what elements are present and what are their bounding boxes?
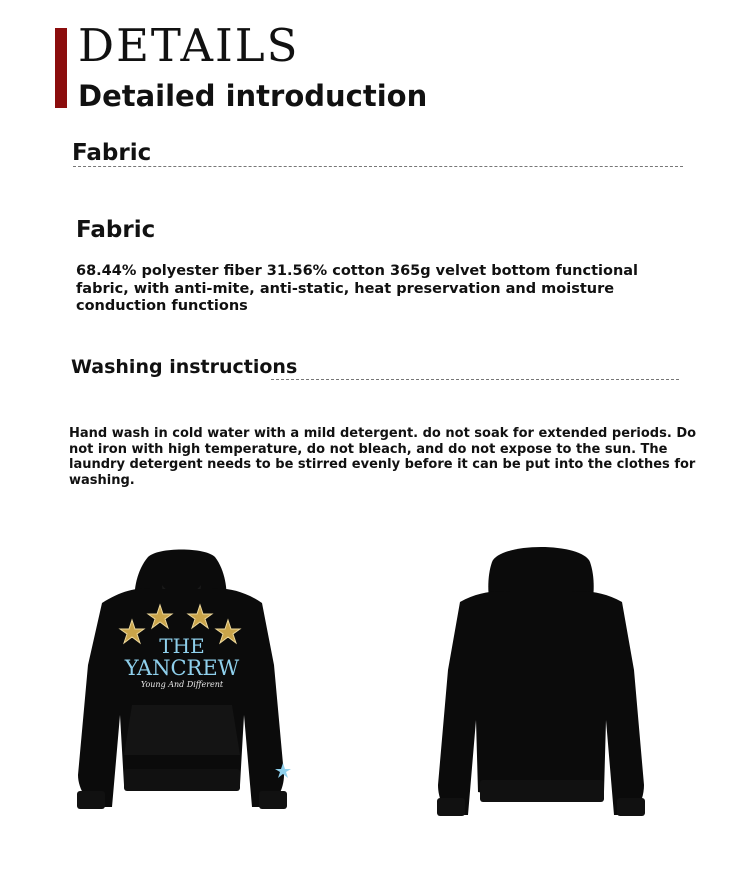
fabric-title: Fabric xyxy=(76,217,156,243)
washing-divider xyxy=(271,379,679,380)
hoodie-back-image xyxy=(432,540,652,820)
front-print-line1: THE xyxy=(159,634,205,658)
front-script-print: Young And Different xyxy=(140,680,224,689)
accent-bar xyxy=(55,28,67,108)
detailed-introduction-title: Detailed introduction xyxy=(78,79,428,113)
washing-instructions-text: Hand wash in cold water with a mild detergent. do not soak for extended periods. Do not iron with high temperature, do not bleach, and do not expose to the sun. The laundry detergent needs to be stirred evenly before it can be put into the clothes for washing. xyxy=(69,426,697,488)
details-title: DETAILS xyxy=(78,19,300,72)
hoodie-back-body xyxy=(437,547,645,816)
fabric-description: 68.44% polyester fiber 31.56% cotton 365g velvet bottom functional fabric, with anti-mite, anti-static, heat preservation and moisture conduction functions xyxy=(76,263,639,314)
hoodie-front-image xyxy=(70,545,295,815)
fabric-divider xyxy=(73,166,683,167)
washing-instructions-title: Washing instructions xyxy=(71,356,298,378)
fabric-header-label: Fabric xyxy=(72,140,152,166)
front-print-line2: YANCREW xyxy=(124,656,240,680)
